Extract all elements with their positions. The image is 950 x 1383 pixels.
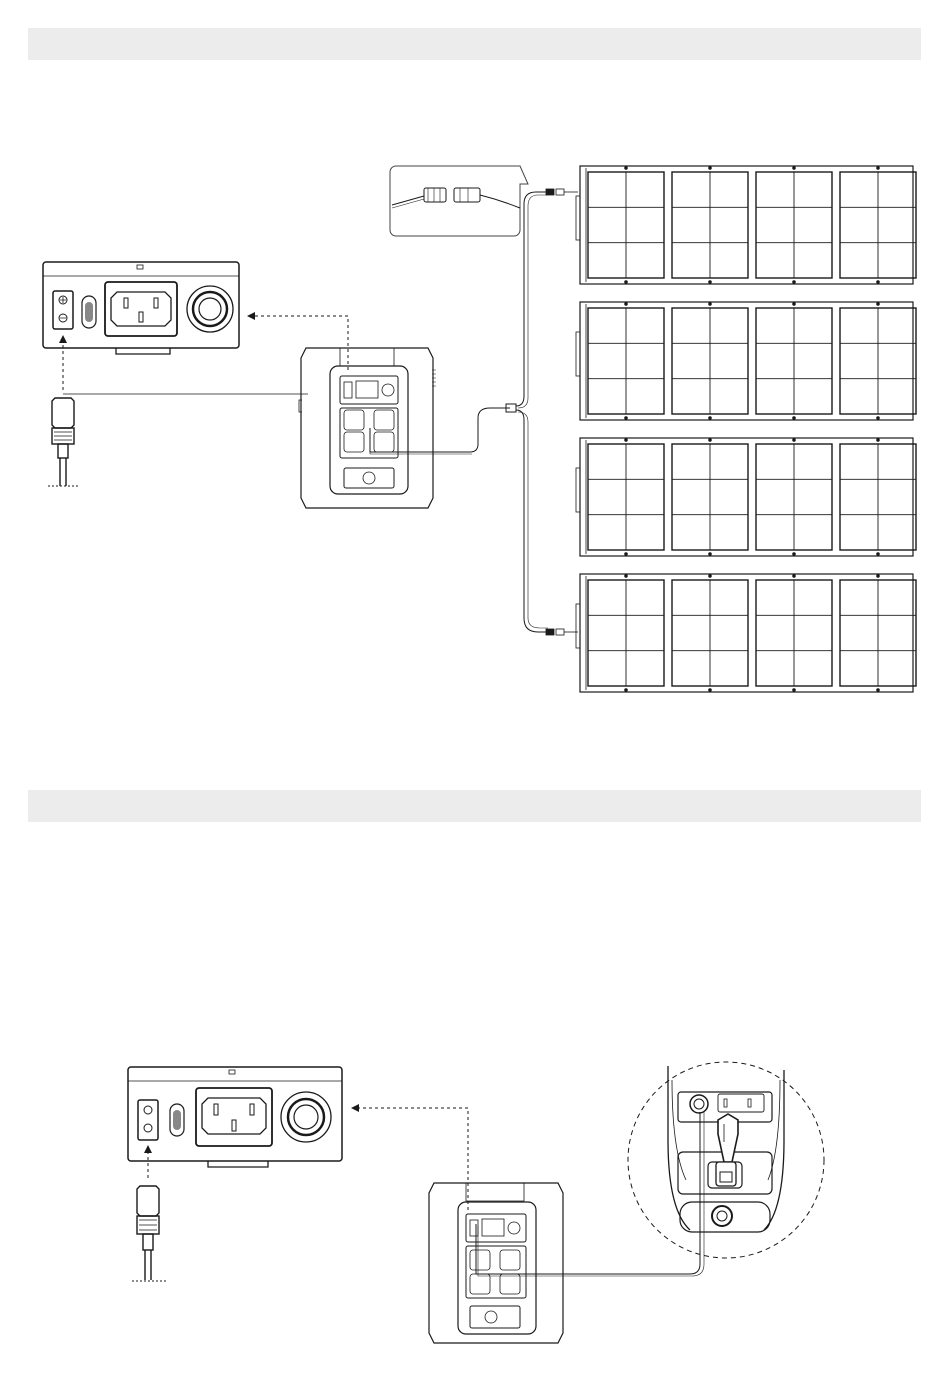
switch-icon-2 xyxy=(170,1104,184,1136)
ac-input-socket-icon xyxy=(105,282,177,336)
anderson-round-port-icon-2 xyxy=(281,1092,331,1142)
port-panel-zoom-top xyxy=(43,262,239,354)
xt60-port-icon xyxy=(53,291,73,329)
power-station-rear-2 xyxy=(429,1183,563,1343)
car-socket-zoom xyxy=(628,1062,824,1258)
solar-panel-array xyxy=(576,166,916,692)
anderson-round-port-icon xyxy=(187,286,233,332)
solar-panel-icon xyxy=(576,302,916,420)
xt60-plug-icon xyxy=(48,398,78,486)
mc4-connector-icon xyxy=(546,189,578,635)
port-panel-zoom-bottom xyxy=(128,1067,342,1167)
solar-panel-icon xyxy=(576,166,916,284)
power-station-rear-1 xyxy=(299,348,436,508)
xt60-port-icon-2 xyxy=(138,1100,158,1140)
car-charger-plug-icon xyxy=(716,1114,738,1186)
ac-input-socket-icon-2 xyxy=(196,1088,272,1146)
switch-icon xyxy=(82,296,96,328)
connector-detail-callout xyxy=(390,166,528,236)
solar-panel-icon xyxy=(576,574,916,692)
xt60-plug-icon-2 xyxy=(132,1186,166,1281)
solar-panel-icon xyxy=(576,438,916,556)
